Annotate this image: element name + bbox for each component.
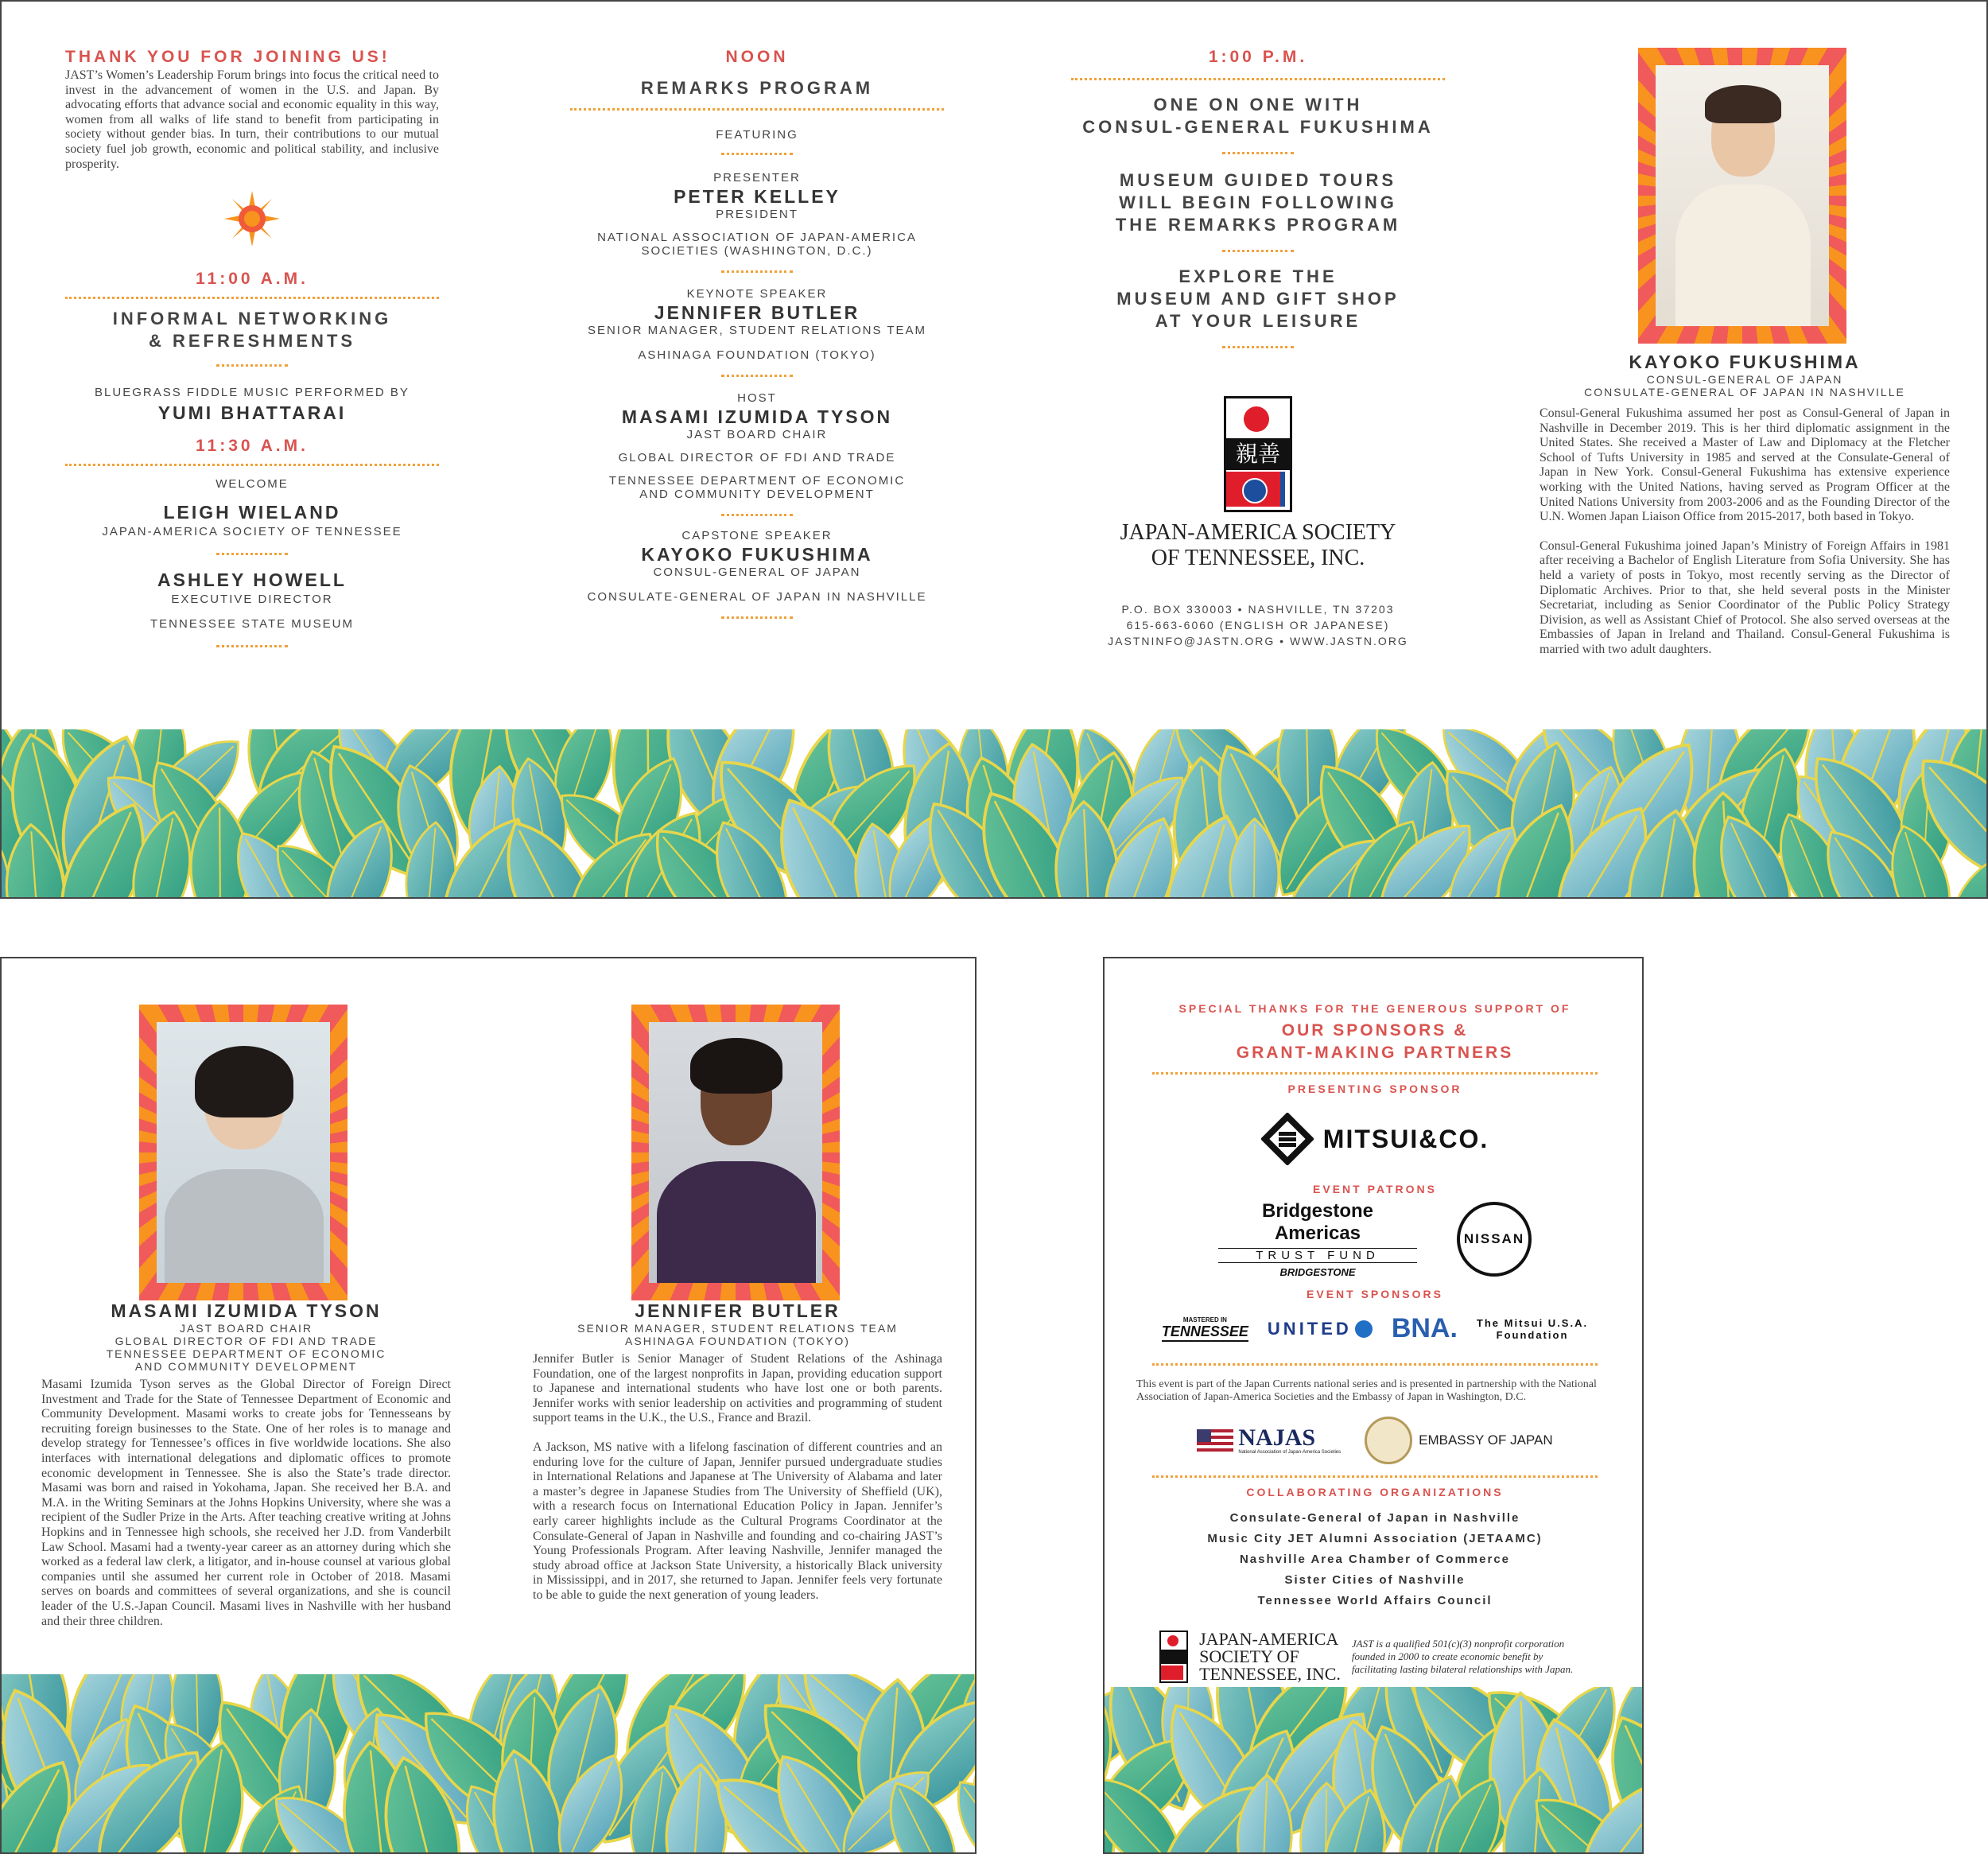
explore-line2: MUSEUM AND GIFT SHOP (1116, 289, 1400, 309)
tours-line2: WILL BEGIN FOLLOWING (1119, 192, 1397, 212)
logo-text2: OF TENNESSEE, INC. (1151, 546, 1365, 570)
fukushima-bio2: Consul-General Fukushima joined Japan’s Ministry of Foreign Affairs in 1981 after receiving a Bachelor of English Literature from Sofia University. She has held a variety of posts in Tokyo, most recently serving as the Director of Diplomatic Archives. Prior to that, she held several posts in the Minister Secretariat, including as Senior Coordinator of the Public Policy Strategy Division, as well as Assistant Chief of Protocol. She also served overseas at the Embassies of Japan in Ireland and Thailand. Consul-General Fukushima is married with two adult daughters. (1540, 538, 1950, 656)
photo-fukushima (1656, 65, 1829, 326)
divider (721, 375, 793, 377)
jast-desc: JAST is a qualified 501(c)(3) nonprofit corporation founded in 2000 to create economic benefit by facilitating lasting bilateral relationships with Japan. (1351, 1638, 1574, 1675)
panel-butler-bio (533, 1300, 942, 1603)
jast-footer-name (1199, 1631, 1341, 1683)
presenter-role: PRESENTER (713, 171, 801, 185)
panel-afternoon (1067, 48, 1449, 647)
presenter-title: PRESIDENT (716, 208, 798, 221)
networking-line2: & REFRESHMENTS (148, 331, 356, 352)
trust-fund-text: TRUST FUND (1218, 1248, 1417, 1263)
leaf-border-top (2, 729, 1988, 899)
collab-item: Nashville Area Chamber of Commerce (1239, 1553, 1511, 1566)
speaker-leigh-name: LEIGH WIELAND (163, 502, 341, 523)
collab-label: COLLABORATING ORGANIZATIONS (1246, 1486, 1504, 1498)
phone: 615-663-6060 (ENGLISH OR JAPANESE) (1126, 619, 1390, 632)
patrons-label: EVENT PATRONS (1313, 1183, 1437, 1195)
butler-title1: SENIOR MANAGER, STUDENT RELATIONS TEAM (577, 1322, 898, 1335)
divider (65, 297, 439, 299)
panel-schedule-morning (65, 48, 439, 647)
time-100: 1:00 P.M. (1208, 48, 1308, 66)
divider (1152, 1475, 1598, 1478)
collab-item: Tennessee World Affairs Council (1257, 1594, 1493, 1607)
tyson-bio: Masami Izumida Tyson serves as the Global Director of Foreign Direct Investment and Trade for the State of Tennessee Department of Economic and Community Development. Masami works to create jobs for Tennesseans by recruiting foreign businesses to the State. One of her roles is to manage and develop strategy for Tennessee’s offices in five worldwide locations. She also interfaces with international delegations and diplomatic offices to promote economic development in Tennessee. She is also the State’s trade director. Masami was born and raised in Yokohama, Japan. She received her B.A. and M.A. in the Writing Seminars at the Johns Hopkins University, where she was a recipient of the Sudler Prize in the Arts. After teaching creative writing at Johns Hopkins and in Tennessee high schools, she received her J.D. from Vanderbilt Law School. Masami had a twenty-year career as an attorney during which she worked as a federal law clerk, a litigator, and in-house counsel at various global companies until she assumed her current role in October of 2018. Masami serves on boards and committees of several organizations, and she is council leader of the U.S.-Japan Council. Masami lives in Nashville with her husband and their three children. (41, 1378, 451, 1628)
host-title: JAST BOARD CHAIR (686, 428, 828, 441)
globe-icon (1355, 1320, 1373, 1338)
capstone-title: CONSUL-GENERAL OF JAPAN (653, 566, 861, 579)
host-name: MASAMI IZUMIDA TYSON (621, 406, 893, 427)
tn-text: TENNESSEE (1162, 1323, 1248, 1342)
presenting-label: PRESENTING SPONSOR (1287, 1082, 1462, 1095)
keynote-title: SENIOR MANAGER, STUDENT RELATIONS TEAM (587, 324, 927, 337)
featuring-label: FEATURING (716, 128, 798, 142)
speaker-leigh-org: JAPAN-AMERICA SOCIETY OF TENNESSEE (102, 525, 402, 539)
sponsors-heading1: OUR SPONSORS & (1281, 1021, 1469, 1040)
collab-item: Music City JET Alumni Association (JETAAMC) (1207, 1532, 1543, 1545)
explore-line1: EXPLORE THE (1178, 266, 1338, 286)
speaker-ashley-title: EXECUTIVE DIRECTOR (171, 593, 333, 607)
mitsui-usa-line1: The Mitsui U.S.A. (1476, 1316, 1589, 1329)
nissan-logo (1457, 1202, 1532, 1277)
photo-frame-fukushima (1638, 48, 1846, 344)
photo-tyson (157, 1022, 330, 1283)
collab-item: Consulate-General of Japan in Nashville (1229, 1511, 1520, 1525)
mitsui-usa-logo (1477, 1317, 1588, 1341)
panel-sponsors (1120, 1002, 1629, 1683)
sun-icon (224, 191, 280, 247)
divider (1222, 152, 1294, 154)
divider (721, 270, 793, 273)
partners-row (1120, 1417, 1629, 1464)
one-on-one-line2: CONSUL-GENERAL FUKUSHIMA (1082, 117, 1434, 137)
embassy-text: EMBASSY OF JAPAN (1419, 1432, 1553, 1448)
fukushima-bio1: Consul-General Fukushima assumed her post as Consul-General of Japan in Nashville in December 2019. This is her third diplomatic assignment in the United States. She received a Master of Law and Diplomacy at the Fletcher School of Tufts University in 1985 and served at the Consulate-General of Japan in New York. Consul-General Fukushima has extensive experience working with the United Nations, having served as Program Officer at the United Nations University from 2003-2006 and as the Founding Director of the U.N. Women Japan Liaison Office from 2015-2017, both based in Tokyo. (1540, 406, 1950, 524)
divider (1152, 1363, 1598, 1366)
photo-butler (649, 1022, 822, 1283)
keynote-org: ASHINAGA FOUNDATION (TOKYO) (638, 348, 876, 362)
time-1130: 11:30 A.M. (196, 437, 309, 456)
divider (1071, 78, 1445, 80)
jast-footer (1120, 1631, 1629, 1683)
patrons-row (1120, 1200, 1629, 1278)
tyson-title3: TENNESSEE DEPARTMENT OF ECONOMIC (106, 1347, 386, 1360)
mitsui-logo (1120, 1111, 1629, 1167)
embassy-logo (1365, 1417, 1552, 1464)
speaker-ashley-name: ASHLEY HOWELL (157, 569, 347, 591)
sponsors-heading2: GRANT-MAKING PARTNERS (1236, 1044, 1514, 1062)
united-text: UNITED (1267, 1318, 1352, 1339)
event-sponsors-label: EVENT SPONSORS (1307, 1288, 1443, 1300)
panel-tyson-bio (41, 1300, 451, 1629)
najas-text: NAJAS (1238, 1425, 1316, 1451)
capstone-name: KAYOKO FUKUSHIMA (641, 544, 873, 565)
tennessee-logo (1162, 1316, 1248, 1342)
divider (1152, 1072, 1598, 1075)
fukushima-org: CONSULATE-GENERAL OF JAPAN IN NASHVILLE (1584, 386, 1905, 398)
divider (1222, 250, 1294, 252)
mitsui-text: MITSUI&CO. (1322, 1124, 1489, 1153)
tyson-title2: GLOBAL DIRECTOR OF FDI AND TRADE (115, 1335, 378, 1347)
logo-kanji: 親善 (1226, 438, 1290, 470)
divider (65, 464, 439, 466)
photo-frame-tyson (139, 1005, 348, 1300)
embassy-seal-icon (1365, 1417, 1412, 1464)
explore-line3: AT YOUR LEISURE (1155, 311, 1361, 331)
tours-line3: THE REMARKS PROGRAM (1115, 215, 1401, 235)
keynote-role: KEYNOTE SPEAKER (686, 287, 828, 301)
host-role: HOST (737, 391, 777, 405)
najas-small: National Association of Japan-America Societies (1238, 1450, 1342, 1455)
mitsui-icon (1261, 1113, 1314, 1165)
host-org2: AND COMMUNITY DEVELOPMENT (639, 488, 875, 501)
butler-title2: ASHINAGA FOUNDATION (TOKYO) (625, 1335, 850, 1347)
leaf-border-bottom-left (2, 1674, 977, 1854)
host-title2: GLOBAL DIRECTOR OF FDI AND TRADE (618, 451, 896, 464)
jast-line1: JAPAN-AMERICA (1199, 1629, 1339, 1649)
jast-line2: SOCIETY OF (1199, 1646, 1299, 1666)
special-thanks: SPECIAL THANKS FOR THE GENEROUS SUPPORT OF (1178, 1002, 1571, 1015)
butler-name: JENNIFER BUTLER (635, 1300, 841, 1321)
music-label: BLUEGRASS FIDDLE MUSIC PERFORMED BY (95, 386, 410, 400)
bna-logo: BNA. (1391, 1313, 1458, 1343)
butler-bio2: A Jackson, MS native with a lifelong fascination of different countries and an enduring love for the culture of Japan, Jennifer pursued undergraduate studies in International Relations and Japanese at The University of Alabama and later a master’s degree in Japanese Studies from The University of Sheffield (UK), with a research focus on International Education Policy in Japan. Jennifer’s early career highlights include as the Cultural Programs Coordinator at the Consulate-General of Japan in Nashville and founding and co-chairing JAST’s Young Professionals Program. After leaving Nashville, Jennifer managed the study abroad office at Jackson State University, a historically Black university in Mississippi, and in 2017, she returned to Japan. Jennifer feels very fortunate to be able to guide the next generation of young leaders. (533, 1440, 942, 1602)
bottom-left-sheet (0, 957, 977, 1854)
divider (216, 645, 288, 647)
bottom-right-sheet (1103, 957, 1644, 1854)
web: JASTNINFO@JASTN.ORG • WWW.JASTN.ORG (1108, 635, 1408, 647)
intro-text: JAST’s Women’s Leadership Forum brings into focus the critical need to invest in the advancement of women in the U.S. and Japan. By advocating efforts that advance social and economic equality in this way, women from all walks of life stand to benefit from participating in society without gender bias. In turn, their contributions to our mutual society fuel job growth, economic and political stability, and inclusive prosperity. (65, 68, 439, 171)
capstone-role: CAPSTONE SPEAKER (681, 529, 833, 542)
butler-bio1: Jennifer Butler is Senior Manager of Student Relations of the Ashinaga Foundation, one of the largest nonprofits in Japan, providing education support to Japanese and international students who have lost one or both parents. Jennifer works with senior leadership on activities and programming of student support teams in the U.K., the U.S., France and Brazil. (533, 1352, 942, 1425)
tennessee-flag-icon (1226, 472, 1280, 507)
presenter-org1: NATIONAL ASSOCIATION OF JAPAN-AMERICA (597, 231, 917, 244)
divider (216, 553, 288, 555)
divider (216, 364, 288, 367)
collab-list (1120, 1508, 1629, 1611)
speaker-ashley-org: TENNESSEE STATE MUSEUM (150, 617, 354, 632)
host-org1: TENNESSEE DEPARTMENT OF ECONOMIC (608, 474, 906, 488)
presenter-org2: SOCIETIES (WASHINGTON, D.C.) (641, 244, 873, 258)
us-flag-icon (1197, 1429, 1233, 1452)
jast-small-logo (1159, 1631, 1188, 1683)
jast-logo (1224, 396, 1292, 512)
tyson-title1: JAST BOARD CHAIR (179, 1322, 313, 1335)
event-sponsors-row (1120, 1313, 1629, 1344)
bridgestone-small: BRIDGESTONE (1279, 1266, 1356, 1278)
tyson-title4: AND COMMUNITY DEVELOPMENT (134, 1360, 358, 1373)
tyson-name: MASAMI IZUMIDA TYSON (111, 1300, 382, 1321)
divider (721, 616, 793, 619)
panel-fukushima-bio (1540, 352, 1950, 658)
mitsui-usa-line2: Foundation (1496, 1328, 1569, 1341)
partnership-text: This event is part of the Japan Currents national series and is presented in partnership with the National Association of Japan-America Societies and the Embassy of Japan in Washington, D.C. (1136, 1378, 1597, 1403)
presenter-name: PETER KELLEY (674, 186, 841, 207)
logo-text1: JAPAN-AMERICA SOCIETY (1120, 520, 1396, 545)
tours-line1: MUSEUM GUIDED TOURS (1119, 170, 1397, 190)
time-1100: 11:00 A.M. (196, 270, 309, 289)
collab-item: Sister Cities of Nashville (1284, 1573, 1466, 1587)
networking-line1: INFORMAL NETWORKING (112, 309, 392, 329)
jast-line3: TENNESSEE, INC. (1199, 1664, 1341, 1684)
musician-name: YUMI BHATTARAI (157, 402, 347, 424)
divider (721, 514, 793, 516)
tn-top: MASTERED IN (1182, 1316, 1227, 1323)
nissan-text: NISSAN (1464, 1230, 1524, 1249)
address: P.O. BOX 330003 • NASHVILLE, TN 37203 (1121, 603, 1395, 616)
divider (1222, 346, 1294, 348)
keynote-name: JENNIFER BUTLER (654, 302, 860, 323)
program-title: REMARKS PROGRAM (640, 78, 874, 98)
photo-frame-butler (631, 1005, 840, 1300)
divider (721, 153, 793, 155)
panel-remarks-program (558, 48, 956, 619)
fukushima-name: KAYOKO FUKUSHIMA (1629, 352, 1861, 372)
fukushima-title: CONSUL-GENERAL OF JAPAN (1646, 373, 1843, 386)
united-logo (1268, 1319, 1373, 1339)
bridgestone-text: Bridgestone Americas (1261, 1200, 1373, 1244)
bridgestone-logo (1218, 1200, 1417, 1278)
najas-logo (1197, 1426, 1341, 1455)
leaf-border-bottom-right (1105, 1687, 1644, 1854)
time-noon: NOON (725, 48, 789, 66)
top-sheet (0, 0, 1988, 899)
thanks-title: THANK YOU FOR JOINING US! (65, 48, 390, 66)
one-on-one-line1: ONE ON ONE WITH (1153, 95, 1363, 115)
capstone-org: CONSULATE-GENERAL OF JAPAN IN NASHVILLE (587, 590, 927, 604)
divider (570, 108, 944, 111)
welcome-label: WELCOME (215, 477, 289, 492)
rising-sun-icon (1244, 406, 1269, 432)
